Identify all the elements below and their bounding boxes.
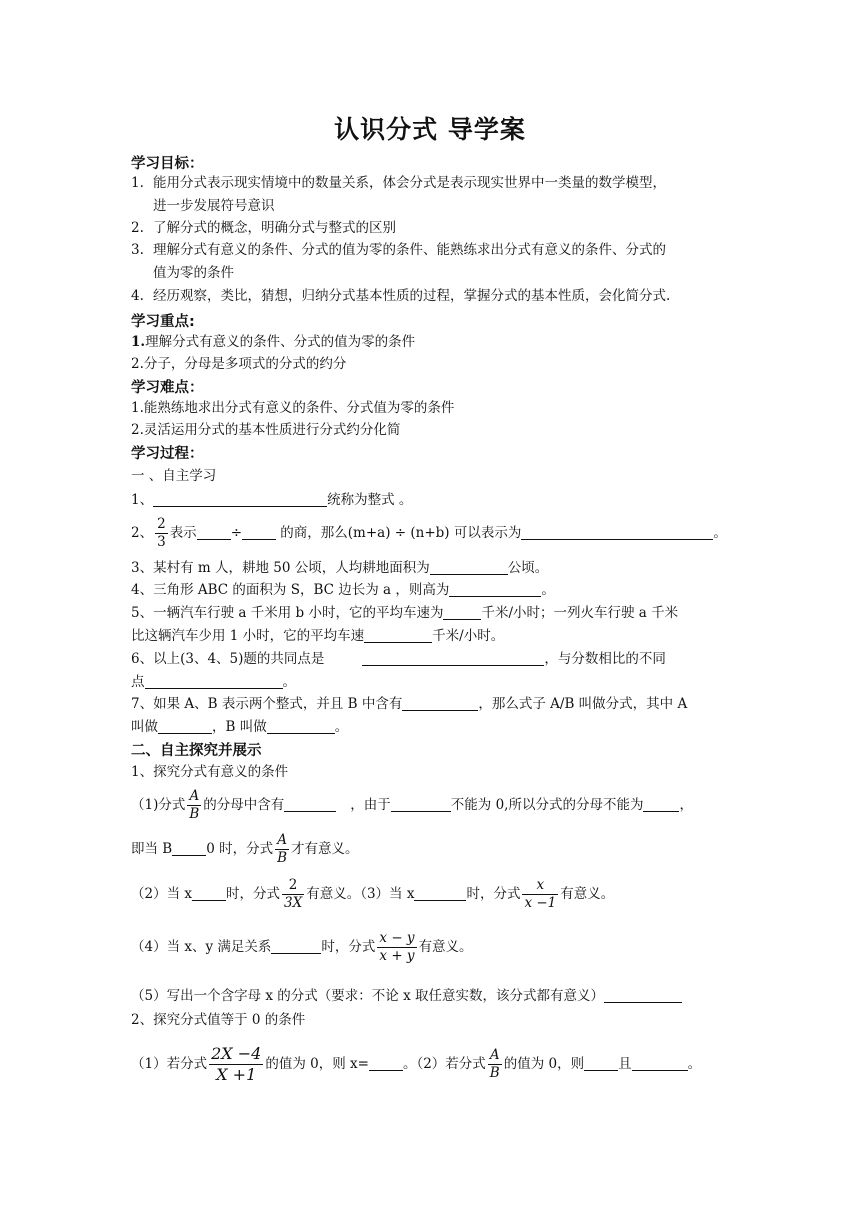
objective-item: 4. 经历观察，类比，猜想，归纳分式基本性质的过程，掌握分式的基本性质，会化简分式. xyxy=(131,288,671,304)
objective-item: 1. 能用分式表示现实情境中的数量关系，体会分式是表示现实世界中一类量的数学模型， xyxy=(131,175,666,191)
fraction-A-over-B: $\frac{A}{B}$ xyxy=(189,787,200,822)
blank xyxy=(632,1055,688,1071)
difficulty-item: 1.能熟练地求出分式有意义的条件、分式值为零的条件 xyxy=(131,400,455,416)
part2-heading: 二、自主探究并展示 xyxy=(131,743,262,759)
question-5: 5、一辆汽车行驶 a 千米用 b 小时，它的平均车速为 千米/小时；一列火车行驶 a 千米 xyxy=(131,605,679,621)
section-1-heading: 1、探究分式有意义的条件 xyxy=(131,764,289,780)
blank xyxy=(242,524,276,540)
fraction-A-over-B: $\frac{A}{B}$ xyxy=(277,831,288,866)
objectives-heading: 学习目标： xyxy=(131,156,204,172)
blank xyxy=(604,987,682,1003)
process-heading: 学习过程： xyxy=(131,446,204,462)
explore-1-5: （5）写出一个含字母 x 的分式（要求：不论 x 取任意实数，该分式都有意义） xyxy=(131,986,682,1006)
blank xyxy=(197,524,231,540)
fraction-x-minus-y-over-x-plus-y: $\frac{x - y}{x + y}$ xyxy=(379,929,415,964)
key-point-item: 2.分子，分母是多项式的分式的约分 xyxy=(131,356,347,372)
question-1: 1、 统称为整式 。 xyxy=(131,492,413,508)
blank xyxy=(430,559,508,575)
blank xyxy=(414,885,466,901)
key-points-heading: 学习重点: xyxy=(131,314,195,330)
explore-1-4: （4）当 x、y 满足关系 时，分式 $\frac{x - y}{x + y}$ 有意义。 xyxy=(131,929,473,964)
objective-item-cont: 进一步发展符号意识 xyxy=(153,198,275,214)
blank xyxy=(449,581,541,597)
blank xyxy=(443,604,481,620)
blank xyxy=(584,1055,618,1071)
objective-item: 2. 了解分式的概念，明确分式与整式的区别 xyxy=(131,220,396,236)
explore-1-2-3: （2）当 x 时，分式 $\frac{2}{3X}$ 有意义。（3）当 x 时，分式 $\frac{x}{x -1}$ 有意义。 xyxy=(131,876,615,911)
explore-1-1-cont: 即当 B 0 时，分式 $\frac{A}{B}$ 才有意义。 xyxy=(131,831,359,866)
question-7-cont: 叫做 ，B 叫做 。 xyxy=(131,719,349,735)
fraction-A-over-B: $\frac{A}{B}$ xyxy=(489,1046,500,1081)
explore-1-1: （1)分式 $\frac{A}{B}$ 的分母中含有 ，由于 不能为 0,所以分式的分母不能为 ， xyxy=(131,787,693,822)
blank xyxy=(271,938,321,954)
question-6-cont: 点 。 xyxy=(131,674,296,690)
blank xyxy=(521,524,713,540)
blank xyxy=(145,673,283,689)
question-6: 6、以上(3、4、5)题的共同点是 ，与分数相比的不同 xyxy=(131,651,666,667)
blank xyxy=(158,718,212,734)
explore-2-1-2: （1）若分式 $\frac{2X -4}{X +1}$ 的值为 0，则 x= 。（2）若分式 $\frac{A}{B}$ 的值为 0，则 且 。 xyxy=(131,1044,702,1084)
blank xyxy=(153,491,327,507)
blank xyxy=(172,840,206,856)
blank xyxy=(391,796,451,812)
question-5-cont: 比这辆汽车少用 1 小时，它的平均车速 千米/小时。 xyxy=(131,628,505,644)
difficulties-heading: 学习难点： xyxy=(131,380,204,396)
fraction-2-over-3: $\frac{2}{3}$ xyxy=(157,515,166,550)
blank xyxy=(267,718,335,734)
objective-item-cont: 值为零的条件 xyxy=(153,265,234,281)
blank xyxy=(362,650,544,666)
question-7: 7、如果 A、B 表示两个整式，并且 B 中含有 ，那么式子 A/B 叫做分式，其中 A xyxy=(131,696,688,712)
fraction-2X-minus-4-over-X-plus-1: $\frac{2X -4}{X +1}$ xyxy=(211,1044,262,1084)
question-2: 2、 $\frac{2}{3}$ 表示 ÷ 的商，那么(m+a) ÷ (n+b) 可以表示为 。 xyxy=(131,515,727,550)
question-4: 4、三角形 ABC 的面积为 S，BC 边长为 a ，则高为 。 xyxy=(131,582,555,598)
question-3: 3、某村有 m 人，耕地 50 公顷，人均耕地面积为 公顷。 xyxy=(131,560,549,576)
section-2-heading: 2、探究分式值等于 0 的条件 xyxy=(131,1012,306,1028)
fraction-2-over-3X: $\frac{2}{3X}$ xyxy=(284,876,303,911)
blank xyxy=(369,1055,403,1071)
blank xyxy=(284,796,336,812)
part1-heading: 一 、自主学习 xyxy=(131,468,217,484)
blank xyxy=(643,796,679,812)
blank xyxy=(192,885,226,901)
fraction-x-over-x-minus-1: $\frac{x}{x -1}$ xyxy=(524,876,557,911)
blank xyxy=(364,627,432,643)
blank xyxy=(402,695,478,711)
difficulty-item: 2.灵活运用分式的基本性质进行分式约分化简 xyxy=(131,422,401,438)
objective-item: 3. 理解分式有意义的条件、分式的值为零的条件、能熟练求出分式有意义的条件、分式的 xyxy=(131,242,666,258)
key-point-item: 1.理解分式有意义的条件、分式的值为零的条件 xyxy=(131,334,416,350)
page-title: 认识分式 导学案 xyxy=(334,115,526,144)
